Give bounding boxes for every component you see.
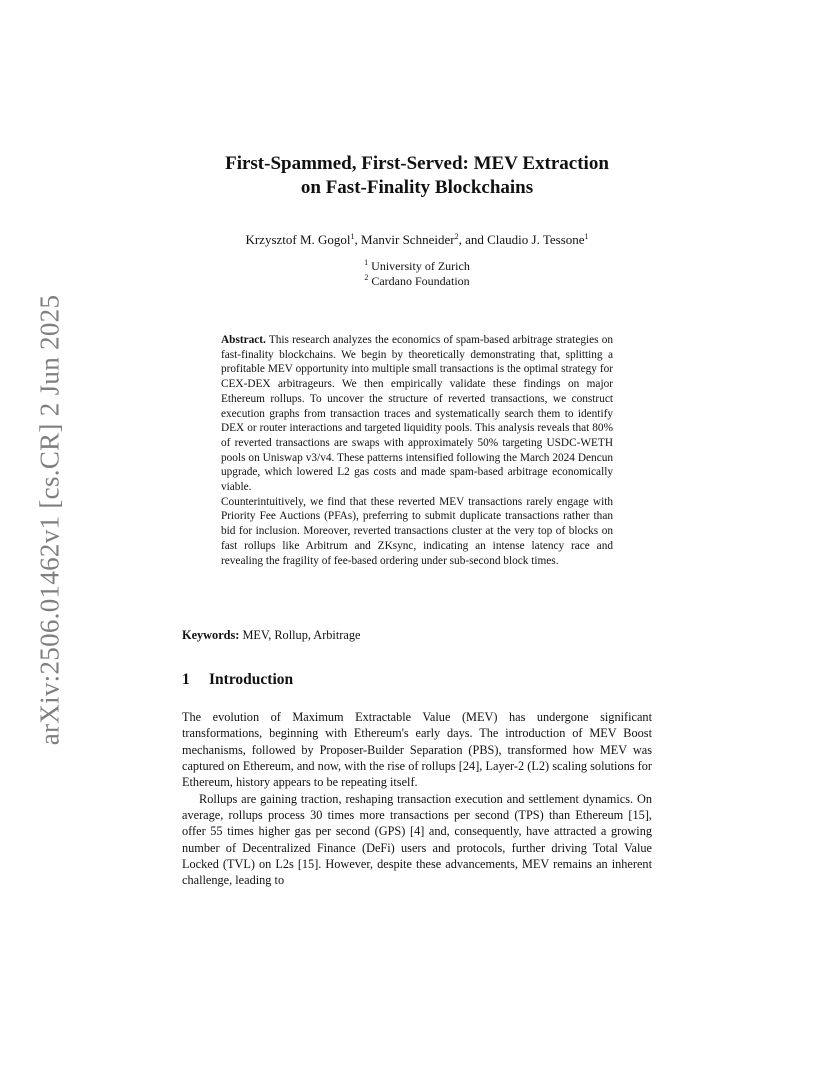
keywords-label: Keywords: [182,628,240,642]
abstract-text: This research analyzes the economics of spam-based arbitrage strategies on fast-finality blockchains. We begin by theoretically demonstrating that, splitting a profitable MEV opportunity into multiple small transactions is the optimal strategy for CEX-DEX arbitrageurs. We then empirically validate these findings on major Ethereum rollups. To uncover the structure of reverted transactions, we construct execution graphs from transaction traces and systematically search them to identify DEX or router interactions and targeted liquidity pools. This analysis reveals that 80% of reverted transactions are swaps with approximately 50% targeting USDC-WETH pools on Uniswap v3/v4. These patterns intensified following the March 2024 Dencun upgrade, which lowered L2 gas costs and made spam-based arbitrage economically viable. [221,334,614,494]
section-title: Introduction [209,671,294,688]
affiliation-list [150,259,684,289]
author-name: Claudio J. Tessone [487,232,585,247]
author-name: Krzysztof M. Gogol [245,232,351,247]
author-separator: , [354,232,362,247]
affiliation-mark: 1 [350,232,355,241]
arxiv-identifier: arXiv:2506.01462v1 [cs.CR] 2 Jun 2025 [34,294,65,746]
keywords-text: MEV, Rollup, Arbitrage [242,628,361,642]
introduction-body [182,709,652,889]
body-paragraph: Rollups are gaining traction, reshaping transaction execution and settlement dynamics. On average, rollups process 30 times more transactions per second (TPS) than Ethereum [15], offer 55 times higher gas per second (GPS) [4] and, consequently, have attracted a growing number of Decentralized Finance (DeFi) users and protocols, further driving Total Value Locked (TVL) on L2s [15]. However, despite these advancements, MEV remains an inherent challenge, leading to [182,791,652,888]
abstract [221,333,613,568]
affiliation-mark: 1 [364,258,369,267]
affiliation [150,274,684,289]
abstract-paragraph [221,333,613,495]
author-separator: , and [458,232,488,247]
title-line: on Fast-Finality Blockchains [300,177,534,198]
section-heading [182,670,293,690]
abstract-label: Abstract. [221,334,266,346]
abstract-paragraph: Counterintuitively, we find that these reverted MEV transactions rarely engage with Priority Fee Auctions (PFAs), preferring to submit duplicate transactions rather than bid for inclusion. Moreover, reverted transactions cluster at the very top of blocks on fast rollups like Arbitrum and ZKsync, indicating an intense latency race and revealing the fragility of fee-based ordering under sub-second block times. [221,495,613,567]
section-number: 1 [182,671,190,688]
paper-title [150,152,684,200]
affiliation-name: University of Zurich [371,259,470,273]
affiliation-name: Cardano Foundation [371,274,470,288]
body-paragraph: The evolution of Maximum Extractable Value (MEV) has undergone significant transformations, beginning with Ethereum's early days. The introduction of MEV Boost mechanisms, followed by Proposer-Builder Separation (PBS), transformed how MEV was captured on Ethereum, and now, with the rise of rollups [24], Layer-2 (L2) scaling solutions for Ethereum, history appears to be repeating itself. [182,710,652,790]
title-line: First-Spammed, First-Served: MEV Extraction [225,153,609,174]
keywords [182,628,652,643]
affiliation-mark: 2 [454,232,459,241]
affiliation-mark: 1 [584,232,589,241]
author-list [150,232,684,248]
affiliation [150,259,684,274]
affiliation-mark: 2 [364,273,369,282]
author-name: Manvir Schneider [361,232,455,247]
